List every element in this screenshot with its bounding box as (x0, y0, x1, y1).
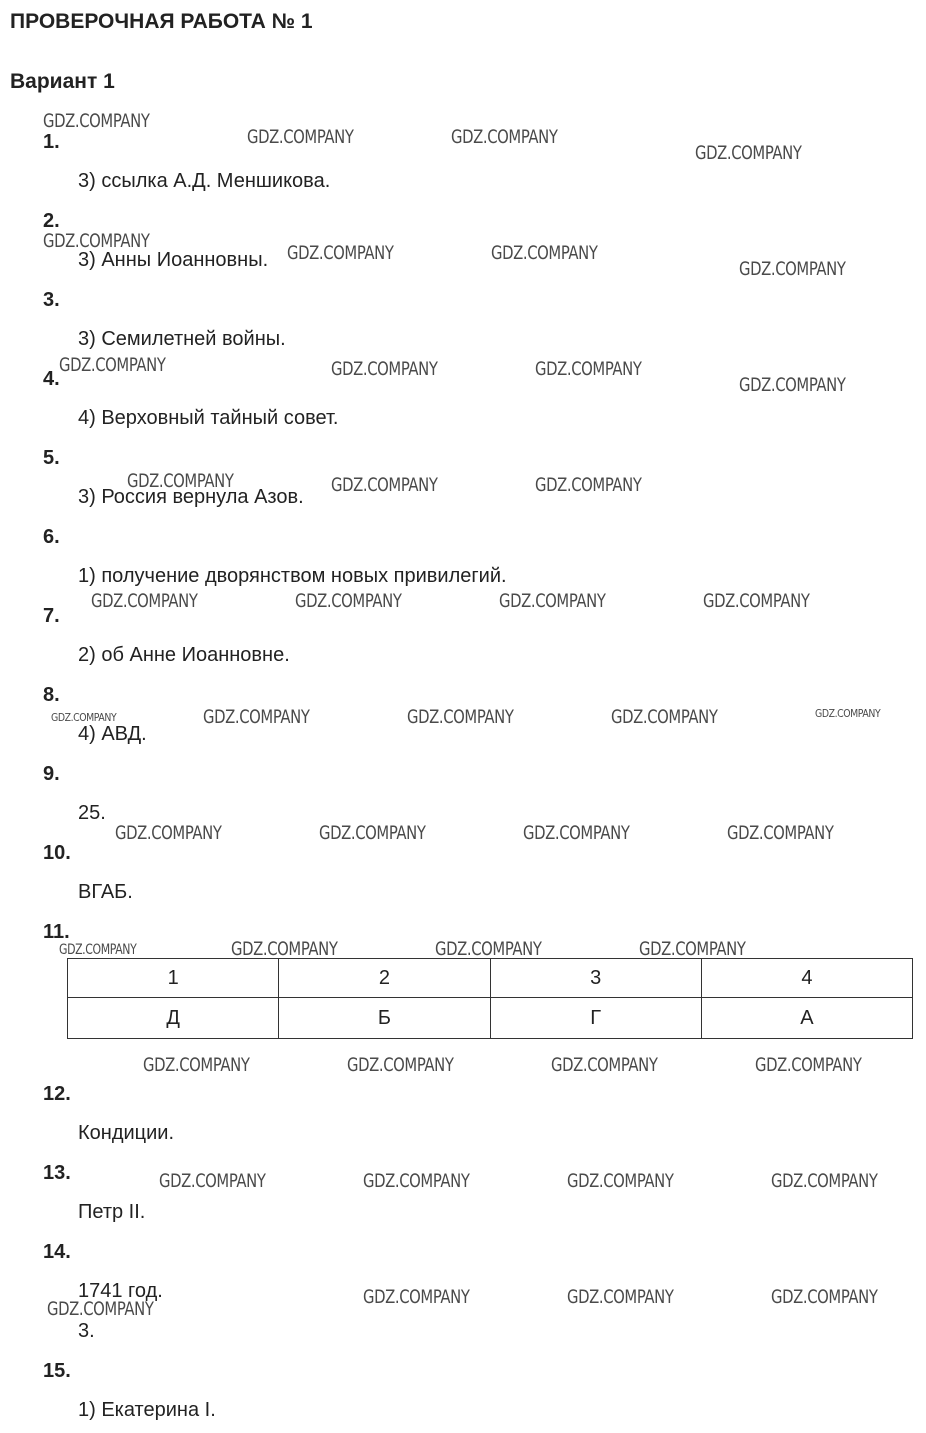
table-header-row (68, 959, 913, 998)
question-answer: 4) Верховный тайный совет. (78, 407, 339, 429)
question-answer: 2) об Анне Иоанновне. (78, 644, 290, 666)
question-answer: 4) АВД. (78, 723, 147, 745)
watermark: GDZ.COMPANY (159, 1170, 266, 1192)
watermark: GDZ.COMPANY (247, 126, 354, 148)
question-number: 7. (43, 605, 60, 627)
watermark: GDZ.COMPANY (347, 1054, 454, 1076)
watermark: GDZ.COMPANY (59, 942, 137, 958)
table-header-cell: 4 (701, 959, 912, 998)
table-header-cell: 2 (279, 959, 490, 998)
table-header-cell: 1 (68, 959, 279, 998)
watermark: GDZ.COMPANY (739, 258, 846, 280)
question-number: 14. (43, 1241, 71, 1263)
watermark: GDZ.COMPANY (639, 938, 746, 960)
table-cell: Б (279, 998, 490, 1039)
watermark: GDZ.COMPANY (231, 938, 338, 960)
watermark: GDZ.COMPANY (523, 822, 630, 844)
watermark: GDZ.COMPANY (91, 590, 198, 612)
answer-table (67, 958, 913, 1039)
table-cell: А (701, 998, 912, 1039)
watermark: GDZ.COMPANY (203, 706, 310, 728)
watermark: GDZ.COMPANY (499, 590, 606, 612)
watermark: GDZ.COMPANY (51, 711, 117, 724)
watermark: GDZ.COMPANY (771, 1170, 878, 1192)
question-answer: 1741 год. (78, 1280, 163, 1302)
question-number: 3. (43, 289, 60, 311)
watermark: GDZ.COMPANY (59, 354, 166, 376)
question-answer: 1) получение дворянством новых привилегий. (78, 565, 507, 587)
question-number: 10. (43, 842, 71, 864)
question-answer: 3) Семилетней войны. (78, 328, 286, 350)
watermark: GDZ.COMPANY (567, 1286, 674, 1308)
watermark: GDZ.COMPANY (727, 822, 834, 844)
question-number: 15. (43, 1360, 71, 1382)
question-answer: ВГАБ. (78, 881, 133, 903)
watermark: GDZ.COMPANY (611, 706, 718, 728)
question-answer: Кондиции. (78, 1122, 175, 1144)
question-answer: 25. (78, 802, 106, 824)
question-number: 6. (43, 526, 60, 548)
question-number: 2. (43, 210, 60, 232)
watermark: GDZ.COMPANY (739, 374, 846, 396)
question-answer: 3) Россия вернула Азов. (78, 486, 304, 508)
watermark: GDZ.COMPANY (535, 474, 642, 496)
question-number: 9. (43, 763, 60, 785)
watermark: GDZ.COMPANY (551, 1054, 658, 1076)
watermark: GDZ.COMPANY (407, 706, 514, 728)
page-title: ПРОВЕРОЧНАЯ РАБОТА № 1 (10, 10, 313, 33)
watermark: GDZ.COMPANY (47, 1298, 154, 1320)
watermark: GDZ.COMPANY (331, 358, 438, 380)
watermark: GDZ.COMPANY (815, 707, 881, 720)
table-cell: Г (490, 998, 701, 1039)
watermark: GDZ.COMPANY (535, 358, 642, 380)
watermark: GDZ.COMPANY (771, 1286, 878, 1308)
question-answer: 1) Екатерина I. (78, 1399, 216, 1421)
question-number: 5. (43, 447, 60, 469)
question-number: 13. (43, 1162, 71, 1184)
question-answer-extra: 3. (78, 1320, 95, 1342)
watermark: GDZ.COMPANY (143, 1054, 250, 1076)
watermark: GDZ.COMPANY (567, 1170, 674, 1192)
question-answer: 3) Анны Иоанновны. (78, 249, 269, 271)
watermark: GDZ.COMPANY (695, 142, 802, 164)
question-number: 8. (43, 684, 60, 706)
watermark: GDZ.COMPANY (451, 126, 558, 148)
watermark: GDZ.COMPANY (491, 242, 598, 264)
watermark: GDZ.COMPANY (43, 230, 150, 252)
watermark: GDZ.COMPANY (319, 822, 426, 844)
table-cell: Д (68, 998, 279, 1039)
watermark: GDZ.COMPANY (295, 590, 402, 612)
variant-heading: Вариант 1 (10, 70, 115, 93)
watermark: GDZ.COMPANY (115, 822, 222, 844)
question-number: 1. (43, 131, 60, 153)
question-answer: 3) ссылка А.Д. Меншикова. (78, 170, 331, 192)
question-answer: Петр II. (78, 1201, 146, 1223)
watermark: GDZ.COMPANY (287, 242, 394, 264)
watermark: GDZ.COMPANY (43, 110, 150, 132)
question-number: 12. (43, 1083, 71, 1105)
question-number: 11. (43, 921, 70, 943)
table-header-cell: 3 (490, 959, 701, 998)
watermark: GDZ.COMPANY (755, 1054, 862, 1076)
watermark: GDZ.COMPANY (127, 470, 234, 492)
watermark: GDZ.COMPANY (363, 1170, 470, 1192)
question-number: 4. (43, 368, 60, 390)
watermark: GDZ.COMPANY (331, 474, 438, 496)
watermark: GDZ.COMPANY (363, 1286, 470, 1308)
watermark: GDZ.COMPANY (703, 590, 810, 612)
table-row (68, 998, 913, 1039)
watermark: GDZ.COMPANY (435, 938, 542, 960)
